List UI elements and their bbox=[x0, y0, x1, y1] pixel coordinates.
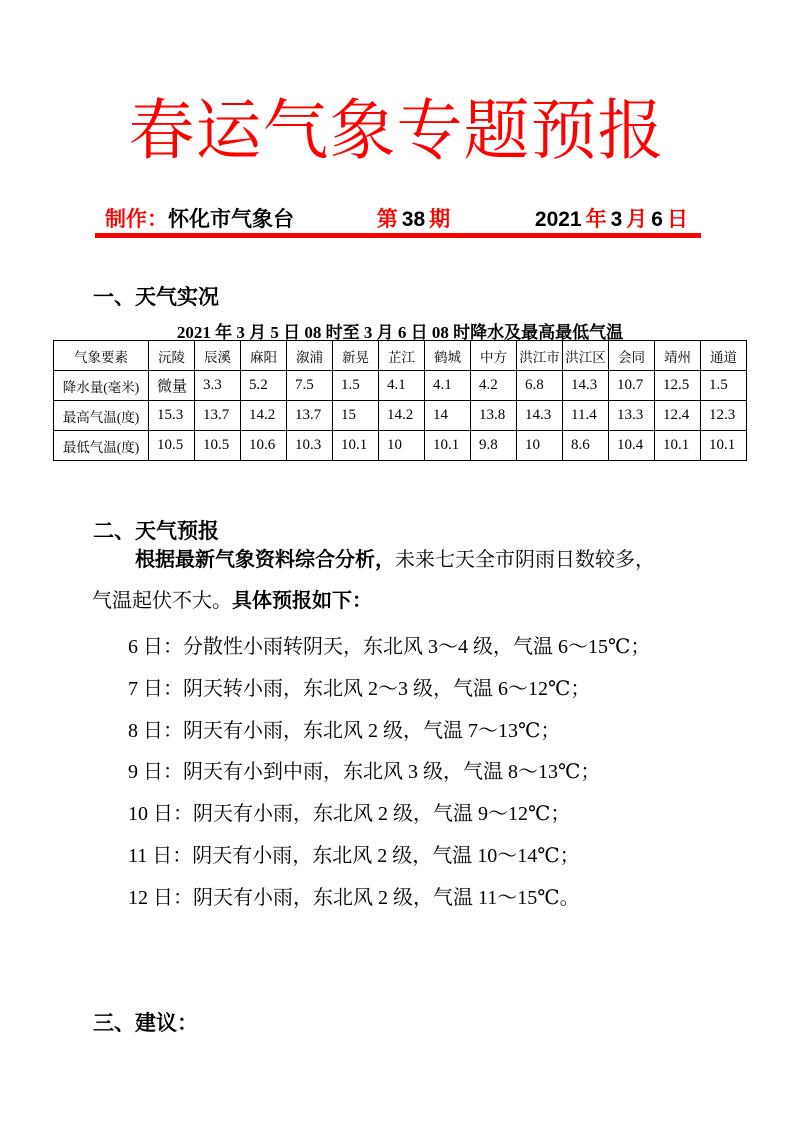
table-cell: 10.1 bbox=[655, 431, 701, 461]
issue-date bbox=[533, 203, 690, 233]
table-header-cell: 麻阳 bbox=[241, 341, 287, 371]
table-cell: 15.3 bbox=[149, 401, 195, 431]
table-header-cell: 通道 bbox=[701, 341, 747, 371]
date-year-unit: 年 bbox=[585, 208, 607, 231]
table-cell: 微量 bbox=[149, 371, 195, 401]
daily-forecast-list bbox=[128, 627, 650, 920]
forecast-line-day10: 10 日：阴天有小雨，东北风 2 级，气温 9～12℃； bbox=[128, 803, 571, 826]
table-header-cell: 靖州 bbox=[655, 341, 701, 371]
table-cell: 14.2 bbox=[241, 401, 287, 431]
table-cell: 10.1 bbox=[425, 431, 471, 461]
table-header-cell: 芷江 bbox=[379, 341, 425, 371]
forecast-intro-line-2 bbox=[92, 589, 372, 613]
table-cell: 10.5 bbox=[195, 431, 241, 461]
table-cell: 13.7 bbox=[195, 401, 241, 431]
table-row-label: 最低气温(度) bbox=[54, 431, 149, 461]
issue-value: 38 bbox=[401, 208, 426, 231]
document-title: 春运气象专题预报 bbox=[128, 95, 665, 168]
date-day: 6 bbox=[651, 208, 663, 231]
forecast-line-day8: 8 日：阴天有小雨，东北风 2 级，气温 7～13℃； bbox=[128, 719, 561, 742]
table-row bbox=[54, 371, 747, 401]
table-header-cell: 中方 bbox=[471, 341, 517, 371]
producer-value: 怀化市气象台 bbox=[168, 208, 294, 231]
weather-table-title: 2021 年 3 月 5 日 08 时至 3 月 6 日 08 时降水及最高最低气温 bbox=[176, 323, 624, 342]
table-cell: 12.5 bbox=[655, 371, 701, 401]
table-cell: 1.5 bbox=[333, 371, 379, 401]
date-day-unit: 日 bbox=[666, 208, 688, 231]
table-cell: 13.8 bbox=[471, 401, 517, 431]
table-header-cell: 辰溪 bbox=[195, 341, 241, 371]
date-month: 3 bbox=[610, 208, 623, 231]
table-header-row bbox=[54, 341, 747, 371]
forecast-intro-line-1 bbox=[135, 548, 655, 572]
forecast-intro-line2-bold: 具体预报如下： bbox=[232, 590, 372, 612]
table-cell: 10.3 bbox=[287, 431, 333, 461]
forecast-line-day12: 12 日：阴天有小雨，东北风 2 级，气温 11～15℃。 bbox=[128, 886, 580, 909]
table-cell: 10.1 bbox=[701, 431, 747, 461]
issue-number bbox=[375, 203, 452, 233]
forecast-line-day11: 11 日：阴天有小雨，东北风 2 级，气温 10～14℃； bbox=[128, 844, 580, 867]
date-month-unit: 月 bbox=[626, 208, 648, 231]
issue-prefix: 第 bbox=[376, 208, 398, 231]
header-divider-rule bbox=[95, 233, 701, 238]
table-cell: 4.2 bbox=[471, 371, 517, 401]
forecast-line-day7: 7 日：阴天转小雨，东北风 2～3 级，气温 6～12℃； bbox=[128, 677, 591, 700]
table-header-cell: 鹤城 bbox=[425, 341, 471, 371]
table-cell: 10 bbox=[517, 431, 563, 461]
forecast-line-day6: 6 日：分散性小雨转阴天，东北风 3～4 级，气温 6～15℃； bbox=[128, 636, 651, 658]
table-cell: 9.8 bbox=[471, 431, 517, 461]
table-cell: 4.1 bbox=[379, 371, 425, 401]
table-header-cell: 会同 bbox=[609, 341, 655, 371]
date-year: 2021 bbox=[534, 208, 582, 231]
table-cell: 14.3 bbox=[563, 371, 609, 401]
issue-suffix: 期 bbox=[429, 208, 451, 231]
section-heading-weather-actual: 一、天气实况 bbox=[93, 286, 219, 309]
table-header-cell: 新晃 bbox=[333, 341, 379, 371]
table-row-label: 降水量(毫米) bbox=[54, 371, 149, 401]
table-cell: 10 bbox=[379, 431, 425, 461]
table-cell: 1.5 bbox=[701, 371, 747, 401]
table-header-cell: 沅陵 bbox=[149, 341, 195, 371]
table-cell: 13.3 bbox=[609, 401, 655, 431]
forecast-line-day9: 9 日：阴天有小到中雨，东北风 3 级，气温 8～13℃； bbox=[128, 761, 601, 784]
table-cell: 14 bbox=[425, 401, 471, 431]
table-cell: 10.5 bbox=[149, 431, 195, 461]
table-row bbox=[54, 401, 747, 431]
table-cell: 12.4 bbox=[655, 401, 701, 431]
forecast-intro-line2-regular: 气温起伏不大。 bbox=[92, 590, 232, 612]
table-cell: 8.6 bbox=[563, 431, 609, 461]
document-meta-row bbox=[105, 203, 690, 233]
table-row bbox=[54, 431, 747, 461]
table-cell: 10.4 bbox=[609, 431, 655, 461]
table-row-label: 最高气温(度) bbox=[54, 401, 149, 431]
section-heading-suggestions: 三、建议： bbox=[93, 1012, 198, 1035]
forecast-intro-regular: 未来七天全市阴雨日数较多， bbox=[395, 549, 655, 571]
table-header-cell: 洪江市 bbox=[517, 341, 563, 371]
table-cell: 14.2 bbox=[379, 401, 425, 431]
table-cell: 15 bbox=[333, 401, 379, 431]
table-cell: 6.8 bbox=[517, 371, 563, 401]
producer-label: 制作： bbox=[105, 208, 168, 231]
weather-data-table bbox=[53, 340, 747, 461]
table-header-cell: 气象要素 bbox=[54, 341, 149, 371]
table-cell: 10.6 bbox=[241, 431, 287, 461]
table-cell: 12.3 bbox=[701, 401, 747, 431]
table-cell: 3.3 bbox=[195, 371, 241, 401]
table-cell: 13.7 bbox=[287, 401, 333, 431]
table-cell: 5.2 bbox=[241, 371, 287, 401]
producer bbox=[105, 203, 294, 233]
forecast-intro-bold: 根据最新气象资料综合分析， bbox=[135, 549, 395, 571]
table-header-cell: 溆浦 bbox=[287, 341, 333, 371]
table-cell: 14.3 bbox=[517, 401, 563, 431]
table-cell: 4.1 bbox=[425, 371, 471, 401]
section-heading-forecast: 二、天气预报 bbox=[93, 520, 219, 543]
table-cell: 10.1 bbox=[333, 431, 379, 461]
table-header-cell: 洪江区 bbox=[563, 341, 609, 371]
table-cell: 11.4 bbox=[563, 401, 609, 431]
table-cell: 10.7 bbox=[609, 371, 655, 401]
table-cell: 7.5 bbox=[287, 371, 333, 401]
